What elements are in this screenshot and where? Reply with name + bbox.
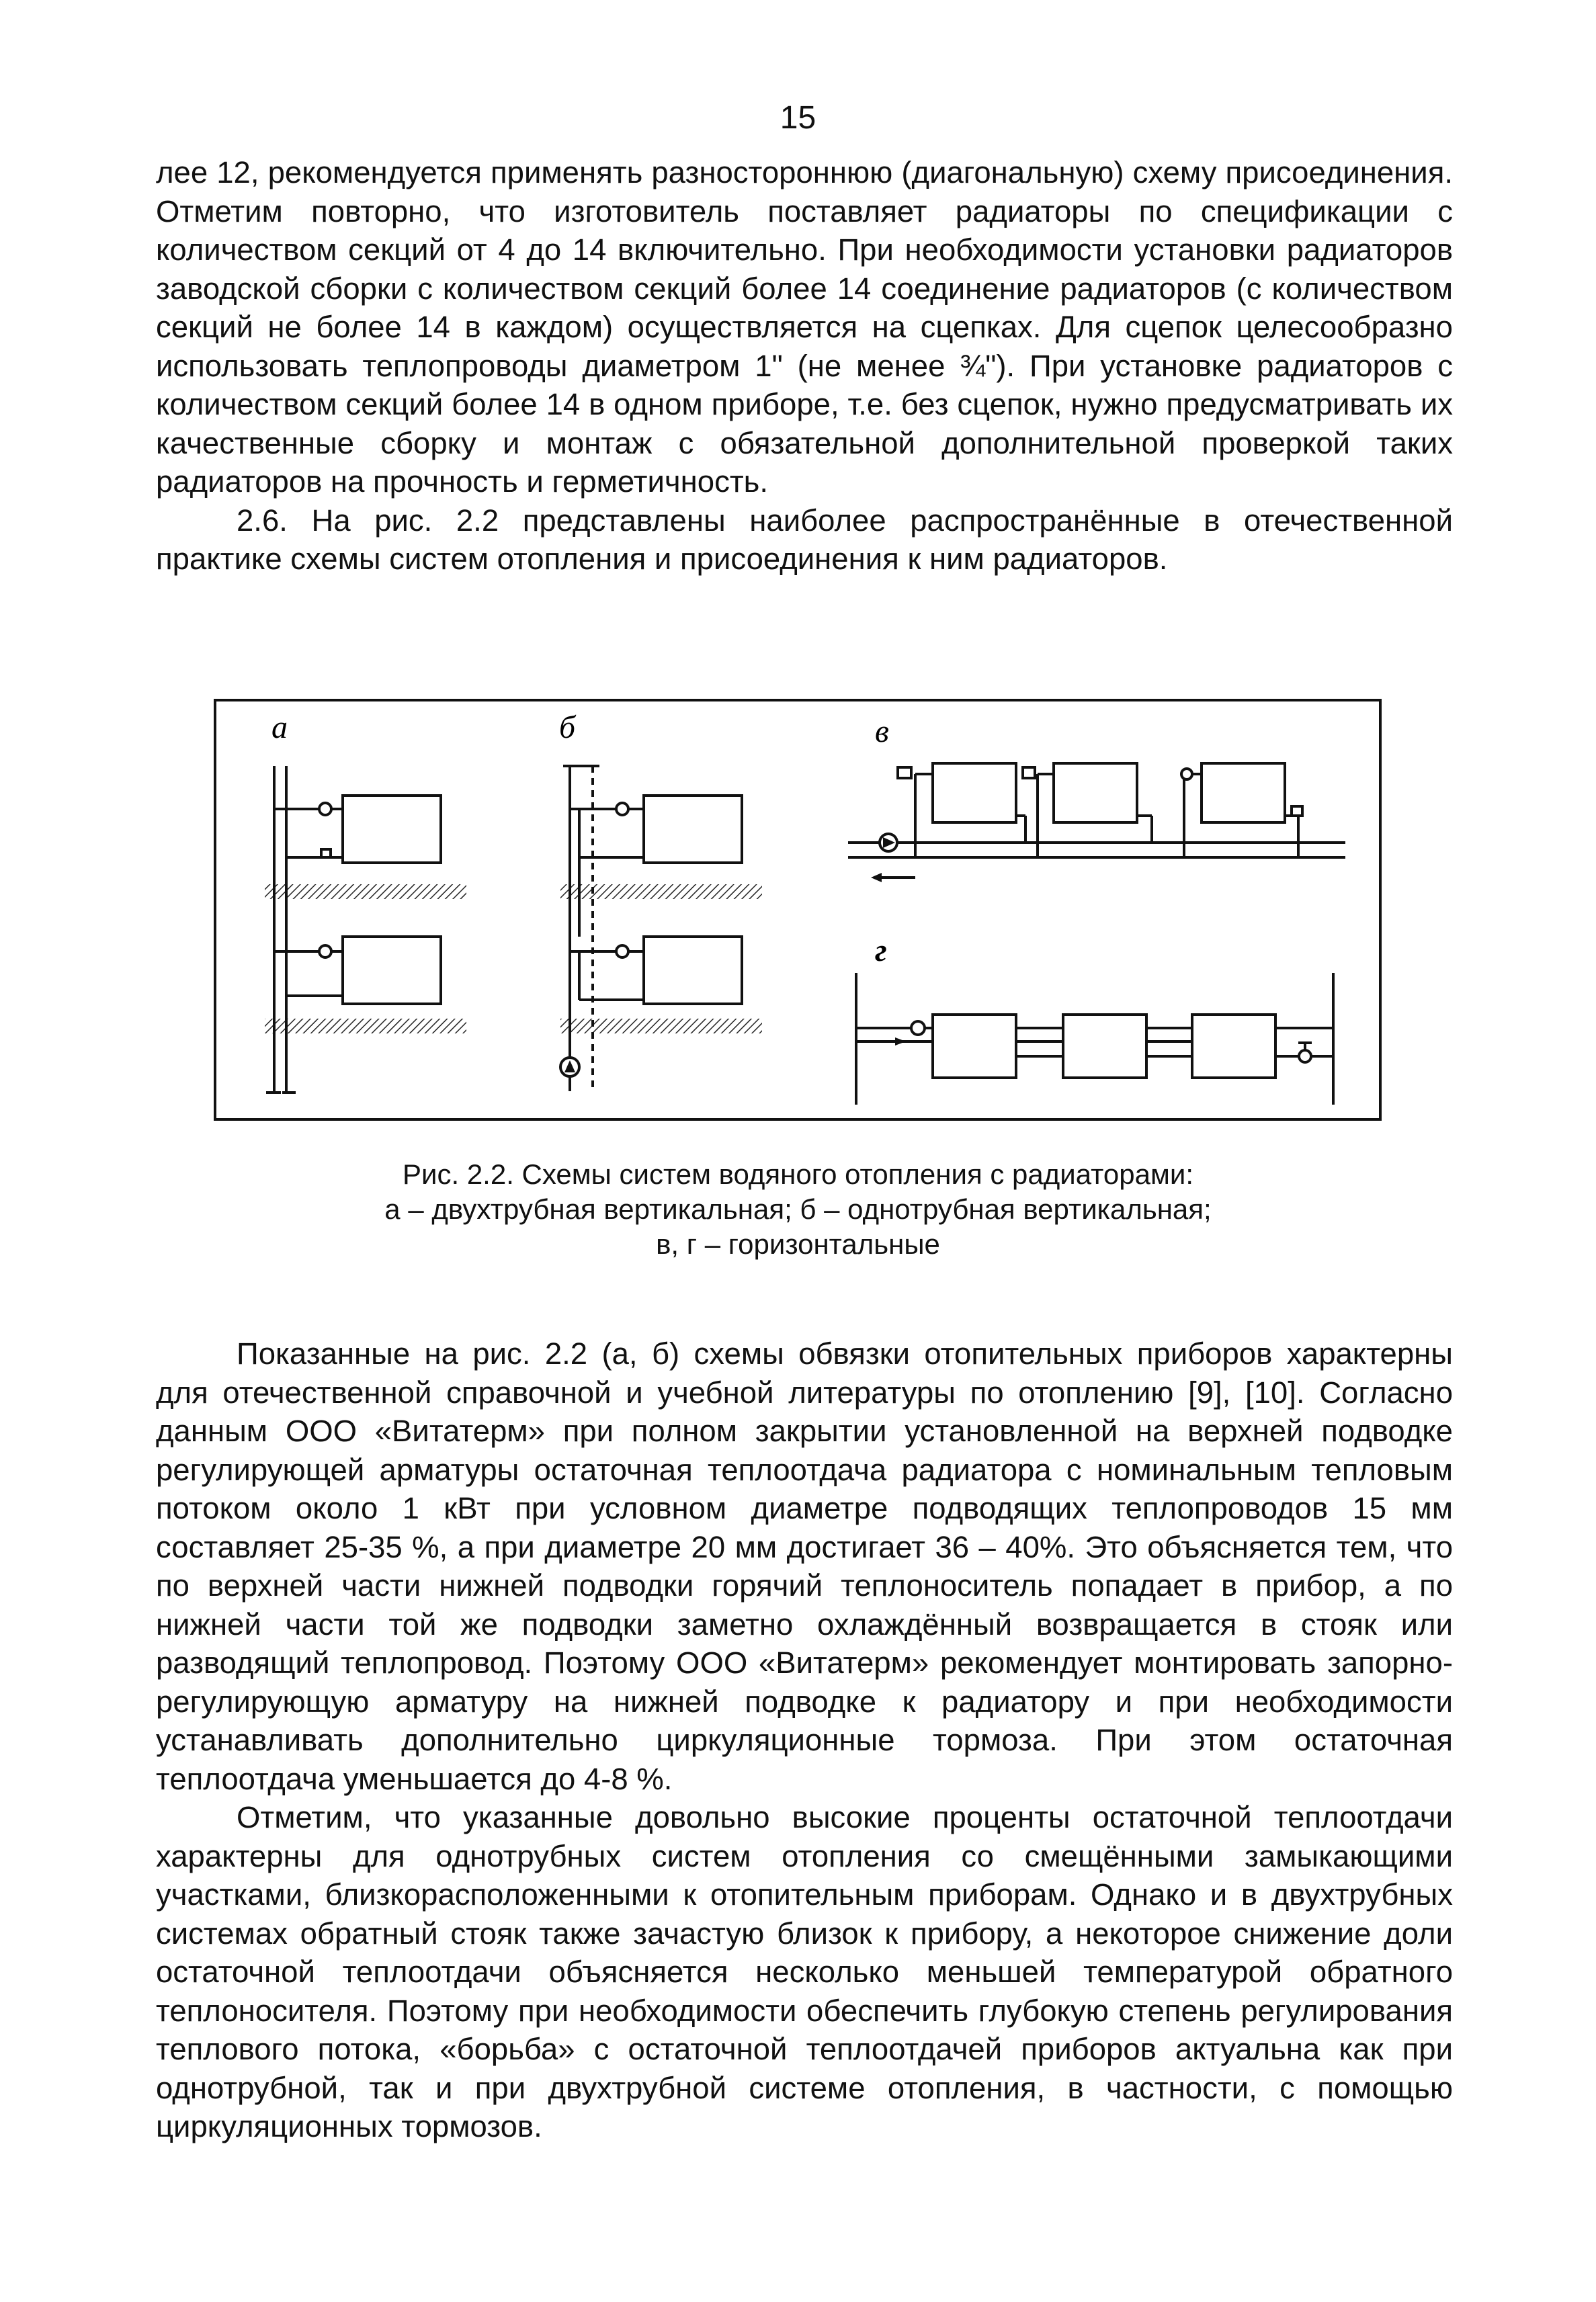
scheme-v [848,763,1345,882]
radiator [644,796,742,863]
radiator [1192,1015,1275,1078]
bottom-text-block [156,1334,1453,2146]
valve-icon [1181,769,1192,779]
radiator [343,796,441,863]
scheme-g [856,973,1333,1105]
label-a: а [271,710,288,745]
caption-line: а – двухтрубная вертикальная; б – однотрубная вертикальная; [384,1193,1212,1225]
flow-arrow-head [895,1037,906,1046]
floor-slab [265,884,466,899]
paragraph: 2.6. На рис. 2.2 представлены наиболее распространённые в отечественной практике схемы систем отопления и присоединения к ним радиаторов. [156,503,1453,576]
valve-icon [616,803,628,815]
label-v: в [875,714,889,749]
valve-icon [1292,806,1302,816]
floor-slab [265,1019,466,1033]
radiator [1063,1015,1146,1078]
paragraph: Показанные на рис. 2.2 (а, б) схемы обвязки отопительных приборов характерны для отечественной справочной и учебной литературы по отоплению [9], [10]. Согласно данным ООО «Витатерм» при полном закрытии установленной на верхней подводке регулирующей арматуры остаточная теплоотдача радиатора с номинальным тепловым потоком около 1 кВт при условном диаметре подводящих теплопроводов 15 мм составляет 25-35 %, а при диаметре 20 мм достигает 36 – 40%. Это объясняется тем, что по верхней части нижней подводки горячий теплоноситель попадает в прибор, а по нижней части той же подводки заметно охлаждённый возвращается в стояк или разводящий теплопровод. Поэтому ООО «Витатерм» рекомендует монтировать запорно-регулирующую арматуру на нижней подводке к радиатору и при необходимости устанавливать дополнительно циркуляционные тормоза. При этом остаточная теплоотдача уменьшается до 4-8 %. [156,1336,1453,1796]
valve-icon [616,945,628,957]
radiator [1202,763,1285,822]
caption-line: Рис. 2.2. Схемы систем водяного отопления с радиаторами: [403,1158,1193,1190]
radiator [343,937,441,1004]
floor-slab [560,884,762,899]
floor-slab [560,1019,762,1033]
label-b: б [559,710,576,745]
caption-line: в, г – горизонтальные [656,1228,940,1260]
valve-icon [911,1021,925,1035]
heating-schemes-figure [214,699,1382,1121]
scheme-b [560,766,762,1091]
valve-icon [319,803,331,815]
radiator [644,937,742,1004]
valve-icon [1299,1050,1311,1062]
valve-icon [898,767,911,778]
paragraph: Отметим, что указанные довольно высокие проценты остаточной теплоотдачи характерны для однотрубных систем отопления со смещёнными замыкающими участками, близкорасположенными к отопительным приборам. Однако и в двухтрубных системах обратный стояк также зачастую близок к прибору, а некоторое снижение доли остаточной теплоотдачи объясняется несколько меньшей температурой обратного теплоносителя. Поэтому при необходимости обеспечить глубокую степень регулирования теплового потока, «борьба» с остаточной теплоотдачей приборов актуальна как при однотрубной, так и при двухтрубной системе отопления, в частности, с помощью циркуляционных тормозов. [156,1800,1453,2143]
paragraph: лее 12, рекомендуется применять разностороннюю (диагональную) схему присоединения. Отметим повторно, что изготовитель поставляет радиаторы по спецификации с количеством секций от 4 до 14 включительно. При необходимости установки радиаторов заводской сборки с количеством секций более 14 соединение радиаторов (с количеством секций не более 14 в каждом) осуществляется на сцепках. Для сцепок целесообразно использовать теплопроводы диаметром 1" (не менее ¾"). При установке радиаторов с количеством секций более 14 в одном приборе, т.е. без сцепок, нужно предусматривать их качественные сборку и монтаж с обязательной дополнительной проверкой таких радиаторов на прочность и герметичность. [156,155,1453,499]
radiator [1054,763,1137,822]
page-number: 15 [780,100,816,136]
valve-icon [321,849,331,857]
radiator [933,763,1016,822]
figure-caption [0,1157,1596,1262]
label-g: г [875,933,887,968]
top-text-block [156,153,1453,579]
flow-arrow-head [871,873,882,882]
scheme-a [265,766,466,1093]
valve-icon [1023,767,1035,778]
valve-icon [319,945,331,957]
radiator [933,1015,1016,1078]
